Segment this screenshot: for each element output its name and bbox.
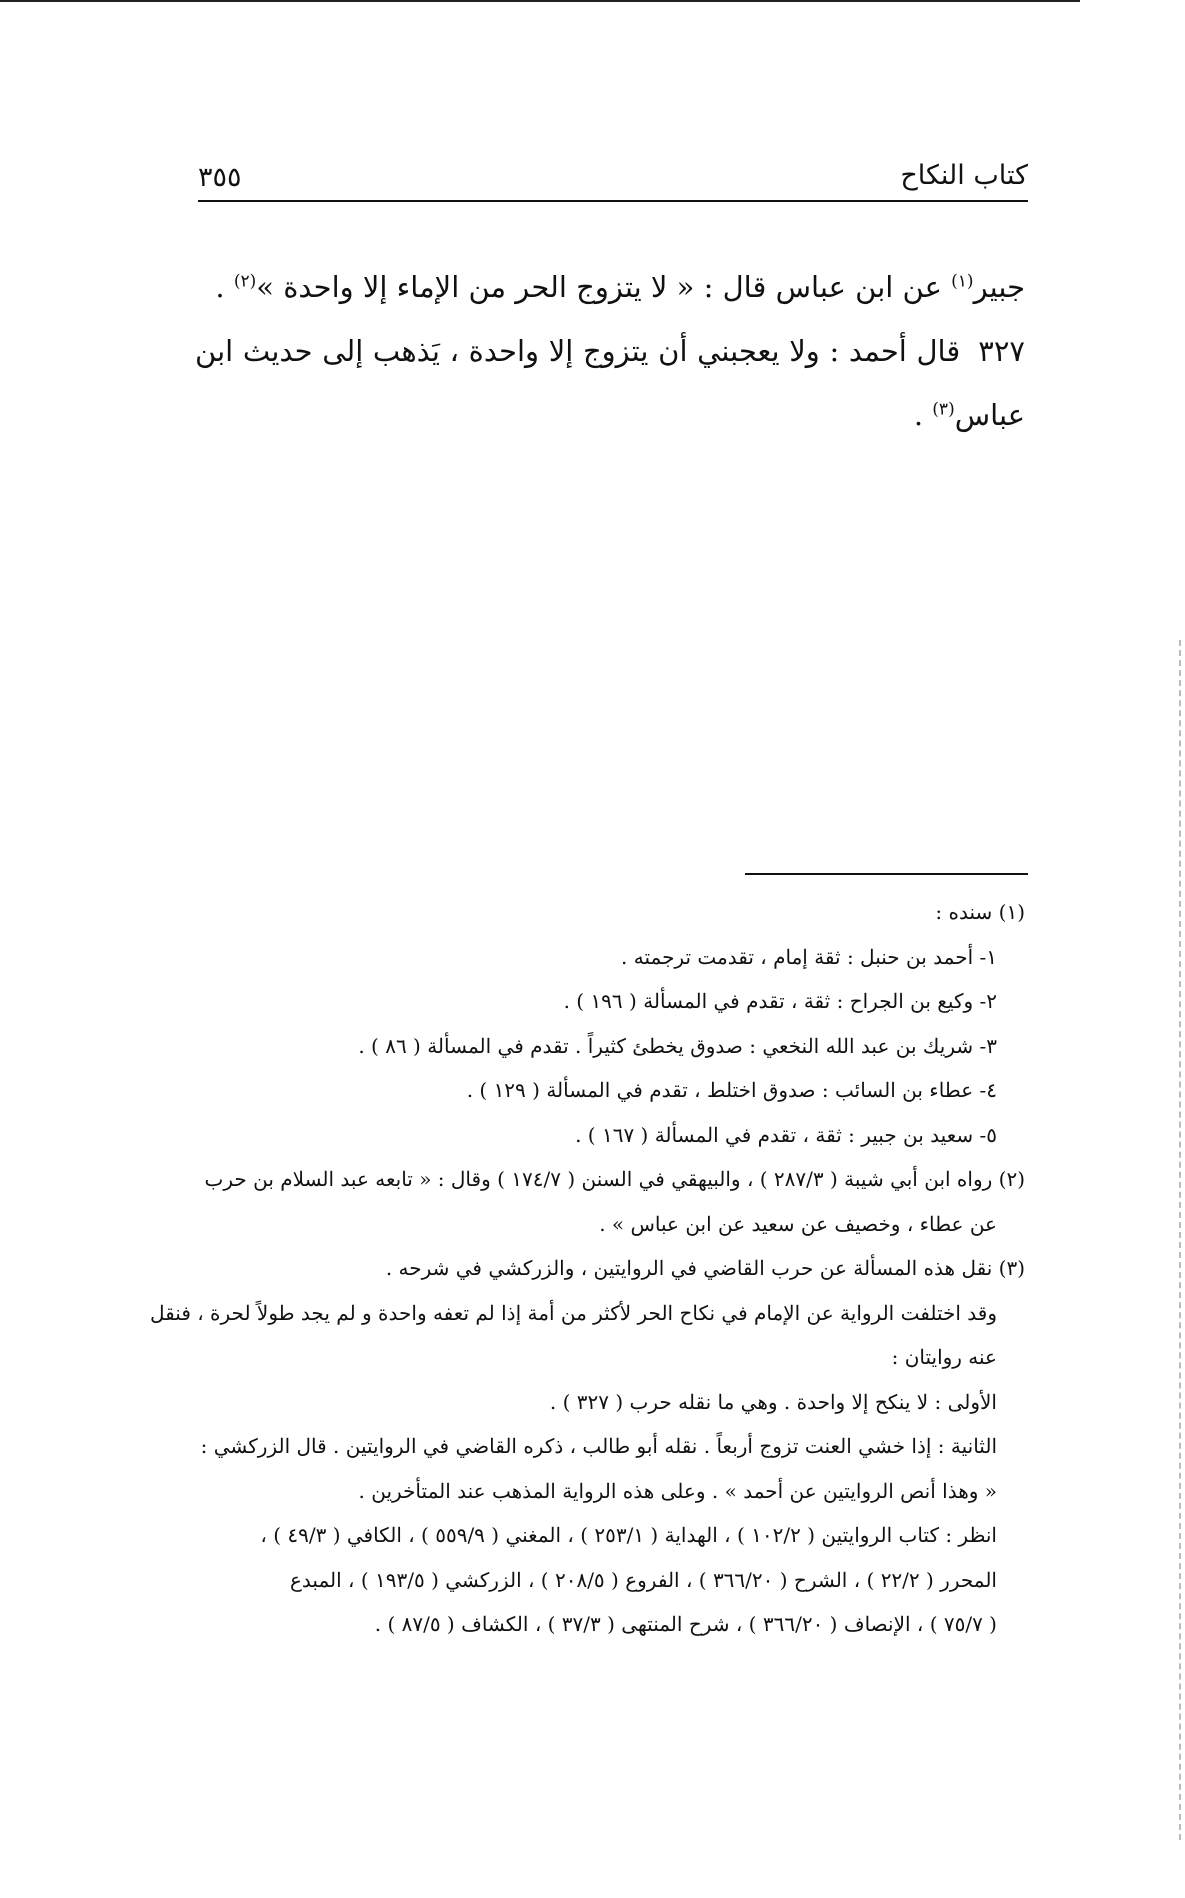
issue-paragraph: ٣٢٧قال أحمد : ولا يعجبني أن يتزوج إلا واحدة ، يَذهب إلى حديث ابن عباس$^{(٣)}$ .	[195, 334, 1025, 432]
footnote-line: (١) سنده :	[935, 900, 1025, 924]
main-text	[195, 255, 1025, 447]
footnotes	[150, 890, 1025, 1647]
footnote-line: ١- أحمد بن حنبل : ثقة إمام ، تقدمت ترجمته .	[621, 944, 997, 969]
footnote-line: (٢) رواه ابن أبي شيبة ( ٢٨٧/٣ ) ، والبيهقي في السنن ( ١٧٤/٧ ) وقال : « تابعه عبد السلام بن حرب	[204, 1167, 1025, 1191]
footnote-ref-2[interactable]: (٢)	[233, 271, 257, 292]
footnote-line: (٣) نقل هذه المسألة عن حرب القاضي في الروايتين ، والزركشي في شرحه .	[385, 1256, 1025, 1280]
issue-text: قال أحمد : ولا يعجبني أن يتزوج إلا واحدة ، يَذهب إلى حديث ابن عباس	[195, 334, 1025, 432]
main-line-1: جبير$^{(١)}$ عن ابن عباس قال : « لا يتزوج الحر من الإماء إلا واحدة »$^{(٢)}$ .	[215, 270, 1025, 304]
chapter-title: كتاب النكاح	[900, 160, 1028, 191]
footnote-line: انظر : كتاب الروايتين ( ١٠٢/٢ ) ، الهداية ( ٢٥٣/١ ) ، المغني ( ٥٥٩/٩ ) ، الكافي ( ٤٩/٣ ) ،	[260, 1523, 997, 1547]
footnote-line: المحرر ( ٢٢/٢ ) ، الشرح ( ٣٦٦/٢٠ ) ، الفروع ( ٢٠٨/٥ ) ، الزركشي ( ١٩٣/٥ ) ، المبدع	[290, 1567, 997, 1592]
footnote-line: ( ٧٥/٧ ) ، الإنصاف ( ٣٦٦/٢٠ ) ، شرح المنتهى ( ٣٧/٣ ) ، الكشاف ( ٨٧/٥ ) .	[374, 1612, 997, 1636]
footnote-line: وقد اختلفت الرواية عن الإمام في نكاح الحر لأكثر من أمة إذا لم تعفه واحدة و لم يجد طولاً لحرة ، فنقل	[150, 1300, 997, 1325]
footnote-line: ٣- شريك بن عبد الله النخعي : صدوق يخطئ كثيراً . تقدم في المسألة ( ٨٦ ) .	[358, 1033, 997, 1058]
footnote-line: ٤- عطاء بن السائب : صدوق اختلط ، تقدم في المسألة ( ١٢٩ ) .	[466, 1078, 997, 1102]
issue-number: ٣٢٧	[978, 334, 1025, 368]
footnote-line: عن عطاء ، وخصيف عن سعيد عن ابن عباس » .	[599, 1211, 997, 1236]
footnote-line: الأولى : لا ينكح إلا واحدة . وهي ما نقله حرب ( ٣٢٧ ) .	[549, 1389, 997, 1414]
footnote-line: « وهذا أنص الروايتين عن أحمد » . وعلى هذه الرواية المذهب عند المتأخرين .	[358, 1478, 997, 1503]
scan-edge-marks	[1177, 640, 1181, 1840]
page-header	[198, 160, 1028, 200]
footnote-line: عنه روايتان :	[891, 1345, 997, 1369]
footnote-line: الثانية : إذا خشي العنت تزوج أربعاً . نقله أبو طالب ، ذكره القاضي في الروايتين . قال الزركشي :	[200, 1434, 997, 1458]
footnote-line: ٢- وكيع بن الجراح : ثقة ، تقدم في المسألة ( ١٩٦ ) .	[563, 989, 997, 1013]
footnote-ref-1[interactable]: (١)	[951, 271, 974, 292]
footnote-ref-3[interactable]: (٣)	[932, 399, 955, 420]
header-rule	[198, 200, 1028, 202]
footnote-line: ٥- سعيد بن جبير : ثقة ، تقدم في المسألة ( ١٦٧ ) .	[575, 1122, 997, 1147]
footnote-separator	[745, 873, 1028, 875]
page-number: ٣٥٥	[198, 162, 242, 193]
top-edge-rule	[0, 0, 1080, 2]
